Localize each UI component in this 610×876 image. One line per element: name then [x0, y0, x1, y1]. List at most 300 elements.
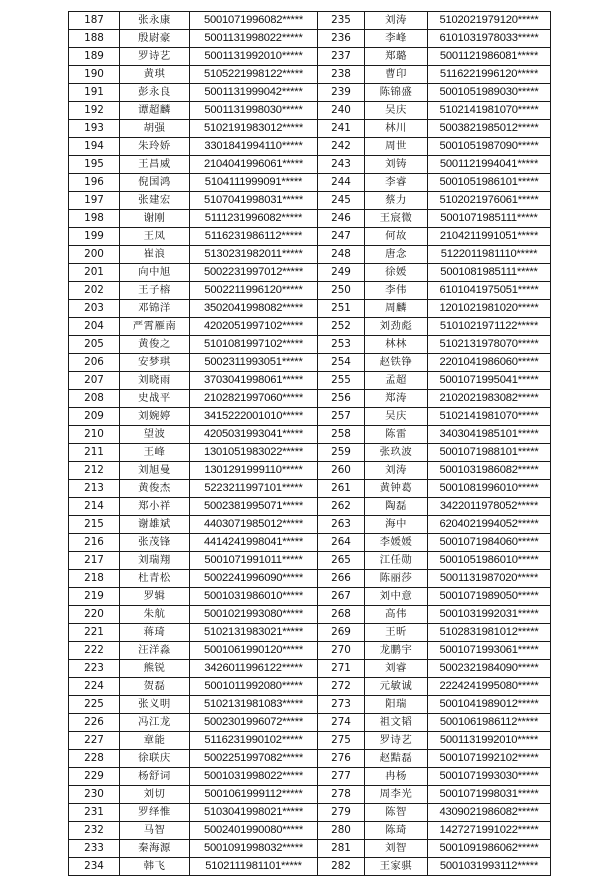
row-number-cell: 214 [69, 498, 120, 516]
row-number-cell: 223 [69, 660, 120, 678]
id-number-cell: 5102831981012***** [428, 624, 551, 642]
id-number-cell: 5001061986112***** [428, 714, 551, 732]
row-number-cell: 268 [318, 606, 365, 624]
row-number-cell: 208 [69, 390, 120, 408]
id-number-cell: 5130231982011***** [190, 246, 318, 264]
table-row [69, 300, 551, 318]
row-number-cell: 238 [318, 66, 365, 84]
name-cell: 刘旭曼 [120, 462, 190, 480]
name-cell: 郑小祥 [120, 498, 190, 516]
name-cell: 蔡力 [365, 192, 428, 210]
name-cell: 陈智 [365, 804, 428, 822]
id-number-cell: 2104041996061***** [190, 156, 318, 174]
name-cell: 高伟 [365, 606, 428, 624]
name-cell: 赵铁铮 [365, 354, 428, 372]
id-number-cell: 1301291999110***** [190, 462, 318, 480]
id-number-cell: 5105221998122***** [190, 66, 318, 84]
id-number-cell: 5002231997012***** [190, 264, 318, 282]
name-cell: 曹印 [365, 66, 428, 84]
row-number-cell: 199 [69, 228, 120, 246]
id-number-cell: 5102141981070***** [428, 102, 551, 120]
table-row [69, 696, 551, 714]
row-number-cell: 252 [318, 318, 365, 336]
row-number-cell: 260 [318, 462, 365, 480]
row-number-cell: 200 [69, 246, 120, 264]
id-number-cell: 3426011996122***** [190, 660, 318, 678]
name-cell: 林林 [365, 336, 428, 354]
table-row [69, 804, 551, 822]
table-row [69, 588, 551, 606]
row-number-cell: 236 [318, 30, 365, 48]
id-number-cell: 5001051986101***** [428, 174, 551, 192]
name-cell: 刘涛 [365, 12, 428, 30]
name-cell: 刘智 [365, 840, 428, 858]
name-cell: 王峰 [120, 444, 190, 462]
name-cell: 张建宏 [120, 192, 190, 210]
row-number-cell: 255 [318, 372, 365, 390]
row-number-cell: 227 [69, 732, 120, 750]
table-row [69, 138, 551, 156]
row-number-cell: 265 [318, 552, 365, 570]
table-row [69, 264, 551, 282]
name-cell: 陈锦盛 [365, 84, 428, 102]
id-number-cell: 5001031992031***** [428, 606, 551, 624]
name-cell: 徐媛 [365, 264, 428, 282]
name-cell: 邓锦洋 [120, 300, 190, 318]
row-number-cell: 198 [69, 210, 120, 228]
id-number-cell: 5001031998022***** [190, 768, 318, 786]
id-number-cell: 5002241996090***** [190, 570, 318, 588]
row-number-cell: 264 [318, 534, 365, 552]
row-number-cell: 275 [318, 732, 365, 750]
id-number-cell: 5001051989030***** [428, 84, 551, 102]
row-number-cell: 224 [69, 678, 120, 696]
row-number-cell: 226 [69, 714, 120, 732]
table-row [69, 318, 551, 336]
name-cell: 贺磊 [120, 678, 190, 696]
id-number-cell: 5001131998022***** [190, 30, 318, 48]
name-cell: 殷尉豪 [120, 30, 190, 48]
id-number-cell: 6101041975051***** [428, 282, 551, 300]
name-cell: 刘中意 [365, 588, 428, 606]
id-number-cell: 5001021993080***** [190, 606, 318, 624]
id-number-cell: 5001071989050***** [428, 588, 551, 606]
row-number-cell: 274 [318, 714, 365, 732]
row-number-cell: 277 [318, 768, 365, 786]
name-cell: 郑璐 [365, 48, 428, 66]
table-row [69, 408, 551, 426]
name-cell: 冯江龙 [120, 714, 190, 732]
row-number-cell: 247 [318, 228, 365, 246]
name-cell: 刘涛 [365, 462, 428, 480]
id-number-cell: 2201041986060***** [428, 354, 551, 372]
row-number-cell: 212 [69, 462, 120, 480]
row-number-cell: 193 [69, 120, 120, 138]
name-cell: 王家骐 [365, 858, 428, 876]
id-number-cell: 3403041985101***** [428, 426, 551, 444]
row-number-cell: 273 [318, 696, 365, 714]
id-number-cell: 5001091986062***** [428, 840, 551, 858]
row-number-cell: 263 [318, 516, 365, 534]
row-number-cell: 256 [318, 390, 365, 408]
table-row [69, 606, 551, 624]
id-number-cell: 2224241995080***** [428, 678, 551, 696]
id-number-cell: 5001071984060***** [428, 534, 551, 552]
row-number-cell: 278 [318, 786, 365, 804]
table-row [69, 750, 551, 768]
row-number-cell: 242 [318, 138, 365, 156]
table-row [69, 480, 551, 498]
table-row [69, 768, 551, 786]
id-number-cell: 5001131998030***** [190, 102, 318, 120]
name-cell: 何故 [365, 228, 428, 246]
name-cell: 陶磊 [365, 498, 428, 516]
row-number-cell: 267 [318, 588, 365, 606]
id-number-cell: 5001081996010***** [428, 480, 551, 498]
name-cell: 杜青松 [120, 570, 190, 588]
name-cell: 安梦琪 [120, 354, 190, 372]
name-cell: 龙鹏宇 [365, 642, 428, 660]
name-cell: 望波 [120, 426, 190, 444]
table-row [69, 336, 551, 354]
name-cell: 刘婉婷 [120, 408, 190, 426]
name-cell: 张永康 [120, 12, 190, 30]
row-number-cell: 206 [69, 354, 120, 372]
id-number-cell: 5103041998021***** [190, 804, 318, 822]
row-number-cell: 192 [69, 102, 120, 120]
id-number-cell: 5003821985012***** [428, 120, 551, 138]
table-row [69, 570, 551, 588]
id-number-cell: 5002321984090***** [428, 660, 551, 678]
id-number-cell: 5001131987020***** [428, 570, 551, 588]
name-cell: 王宸微 [365, 210, 428, 228]
name-cell: 林川 [365, 120, 428, 138]
id-number-cell: 5001041989012***** [428, 696, 551, 714]
id-number-cell: 5001031986082***** [428, 462, 551, 480]
id-number-cell: 2104211991051***** [428, 228, 551, 246]
table-row [69, 66, 551, 84]
id-number-cell: 5002301996072***** [190, 714, 318, 732]
id-number-cell: 5002311993051***** [190, 354, 318, 372]
name-cell: 刘瑞翔 [120, 552, 190, 570]
id-number-cell: 5001031993112***** [428, 858, 551, 876]
row-number-cell: 202 [69, 282, 120, 300]
id-number-cell: 5116231986112***** [190, 228, 318, 246]
name-cell: 蒋琦 [120, 624, 190, 642]
name-cell: 李睿 [365, 174, 428, 192]
id-number-cell: 5101021971122***** [428, 318, 551, 336]
row-number-cell: 279 [318, 804, 365, 822]
row-number-cell: 232 [69, 822, 120, 840]
name-cell: 陈琦 [365, 822, 428, 840]
row-number-cell: 215 [69, 516, 120, 534]
row-number-cell: 234 [69, 858, 120, 876]
name-cell: 海中 [365, 516, 428, 534]
name-cell: 王子榕 [120, 282, 190, 300]
id-number-cell: 5001131999042***** [190, 84, 318, 102]
id-number-cell: 5101081997102***** [190, 336, 318, 354]
row-number-cell: 228 [69, 750, 120, 768]
table-row [69, 246, 551, 264]
row-number-cell: 276 [318, 750, 365, 768]
row-number-cell: 241 [318, 120, 365, 138]
name-cell: 周李光 [365, 786, 428, 804]
id-number-cell: 1201021981020***** [428, 300, 551, 318]
name-cell: 罗诗艺 [365, 732, 428, 750]
row-number-cell: 239 [318, 84, 365, 102]
row-number-cell: 250 [318, 282, 365, 300]
row-number-cell: 233 [69, 840, 120, 858]
id-number-cell: 5001031986010***** [190, 588, 318, 606]
table-row [69, 840, 551, 858]
id-number-cell: 5001071995041***** [428, 372, 551, 390]
row-number-cell: 204 [69, 318, 120, 336]
row-number-cell: 213 [69, 480, 120, 498]
table-row [69, 120, 551, 138]
id-number-cell: 5223211997101***** [190, 480, 318, 498]
table-row [69, 174, 551, 192]
row-number-cell: 210 [69, 426, 120, 444]
name-cell: 黄俊杰 [120, 480, 190, 498]
row-number-cell: 248 [318, 246, 365, 264]
id-number-cell: 5001131992010***** [190, 48, 318, 66]
id-number-cell: 6101031978033***** [428, 30, 551, 48]
id-number-cell: 5002211996120***** [190, 282, 318, 300]
table-row [69, 192, 551, 210]
id-number-cell: 5001071998031***** [428, 786, 551, 804]
id-number-cell: 5102021979120***** [428, 12, 551, 30]
table-row [69, 822, 551, 840]
table-row [69, 156, 551, 174]
row-number-cell: 191 [69, 84, 120, 102]
table-row [69, 210, 551, 228]
id-number-cell: 5102141981070***** [428, 408, 551, 426]
row-number-cell: 220 [69, 606, 120, 624]
row-number-cell: 201 [69, 264, 120, 282]
name-cell: 吴庆 [365, 102, 428, 120]
id-number-cell: 5102131978070***** [428, 336, 551, 354]
row-number-cell: 271 [318, 660, 365, 678]
roster-table [68, 11, 551, 876]
row-number-cell: 221 [69, 624, 120, 642]
table-row [69, 660, 551, 678]
id-number-cell: 4309021986082***** [428, 804, 551, 822]
name-cell: 彭永良 [120, 84, 190, 102]
name-cell: 孟超 [365, 372, 428, 390]
id-number-cell: 5001121994041***** [428, 156, 551, 174]
id-number-cell: 5001071988101***** [428, 444, 551, 462]
id-number-cell: 3422011978052***** [428, 498, 551, 516]
name-cell: 祖文韬 [365, 714, 428, 732]
id-number-cell: 5122011981110***** [428, 246, 551, 264]
name-cell: 张义明 [120, 696, 190, 714]
name-cell: 朱玲娇 [120, 138, 190, 156]
name-cell: 倪国鸿 [120, 174, 190, 192]
row-number-cell: 222 [69, 642, 120, 660]
row-number-cell: 216 [69, 534, 120, 552]
table-row [69, 12, 551, 30]
name-cell: 谭超麟 [120, 102, 190, 120]
name-cell: 王昌威 [120, 156, 190, 174]
id-number-cell: 2102021983082***** [428, 390, 551, 408]
row-number-cell: 188 [69, 30, 120, 48]
row-number-cell: 230 [69, 786, 120, 804]
id-number-cell: 5102111981101***** [190, 858, 318, 876]
row-number-cell: 231 [69, 804, 120, 822]
row-number-cell: 196 [69, 174, 120, 192]
row-number-cell: 240 [318, 102, 365, 120]
id-number-cell: 5001061999112***** [190, 786, 318, 804]
name-cell: 冉杨 [365, 768, 428, 786]
name-cell: 李媛媛 [365, 534, 428, 552]
id-number-cell: 4414241998041***** [190, 534, 318, 552]
row-number-cell: 249 [318, 264, 365, 282]
row-number-cell: 189 [69, 48, 120, 66]
table-row [69, 30, 551, 48]
row-number-cell: 235 [318, 12, 365, 30]
table-row [69, 102, 551, 120]
table-row [69, 642, 551, 660]
table-row [69, 354, 551, 372]
name-cell: 张茂锋 [120, 534, 190, 552]
table-row [69, 552, 551, 570]
name-cell: 韩飞 [120, 858, 190, 876]
name-cell: 刘切 [120, 786, 190, 804]
name-cell: 向中旭 [120, 264, 190, 282]
id-number-cell: 5001071991011***** [190, 552, 318, 570]
name-cell: 严霄雁南 [120, 318, 190, 336]
id-number-cell: 6204021994052***** [428, 516, 551, 534]
table-row [69, 858, 551, 876]
name-cell: 赵黠磊 [365, 750, 428, 768]
name-cell: 黄琪 [120, 66, 190, 84]
table-row [69, 516, 551, 534]
name-cell: 黄钟葛 [365, 480, 428, 498]
row-number-cell: 207 [69, 372, 120, 390]
name-cell: 元敏诚 [365, 678, 428, 696]
row-number-cell: 187 [69, 12, 120, 30]
row-number-cell: 211 [69, 444, 120, 462]
id-number-cell: 4205031993041***** [190, 426, 318, 444]
table-row [69, 282, 551, 300]
name-cell: 罗绎惟 [120, 804, 190, 822]
name-cell: 汪洋淼 [120, 642, 190, 660]
id-number-cell: 5116231990102***** [190, 732, 318, 750]
name-cell: 陈雷 [365, 426, 428, 444]
name-cell: 张玖波 [365, 444, 428, 462]
name-cell: 罗辑 [120, 588, 190, 606]
name-cell: 史战平 [120, 390, 190, 408]
row-number-cell: 272 [318, 678, 365, 696]
row-number-cell: 217 [69, 552, 120, 570]
row-number-cell: 246 [318, 210, 365, 228]
row-number-cell: 258 [318, 426, 365, 444]
id-number-cell: 1427271991022***** [428, 822, 551, 840]
row-number-cell: 237 [318, 48, 365, 66]
name-cell: 刘晓雨 [120, 372, 190, 390]
id-number-cell: 3502041998082***** [190, 300, 318, 318]
table-row [69, 498, 551, 516]
id-number-cell: 3703041998061***** [190, 372, 318, 390]
name-cell: 胡强 [120, 120, 190, 138]
row-number-cell: 281 [318, 840, 365, 858]
name-cell: 刘铸 [365, 156, 428, 174]
name-cell: 朱航 [120, 606, 190, 624]
name-cell: 刘劲彪 [365, 318, 428, 336]
row-number-cell: 190 [69, 66, 120, 84]
id-number-cell: 5002251997082***** [190, 750, 318, 768]
row-number-cell: 205 [69, 336, 120, 354]
row-number-cell: 209 [69, 408, 120, 426]
table-row [69, 444, 551, 462]
table-row [69, 678, 551, 696]
row-number-cell: 218 [69, 570, 120, 588]
name-cell: 崔浪 [120, 246, 190, 264]
name-cell: 王昕 [365, 624, 428, 642]
row-number-cell: 257 [318, 408, 365, 426]
row-number-cell: 219 [69, 588, 120, 606]
row-number-cell: 244 [318, 174, 365, 192]
row-number-cell: 266 [318, 570, 365, 588]
id-number-cell: 5111231996082***** [190, 210, 318, 228]
name-cell: 马智 [120, 822, 190, 840]
name-cell: 郑涛 [365, 390, 428, 408]
id-number-cell: 2102821997060***** [190, 390, 318, 408]
id-number-cell: 5001071993030***** [428, 768, 551, 786]
roster-body [69, 12, 551, 876]
id-number-cell: 5001071992102***** [428, 750, 551, 768]
id-number-cell: 5001091998032***** [190, 840, 318, 858]
name-cell: 陈丽莎 [365, 570, 428, 588]
name-cell: 吴庆 [365, 408, 428, 426]
table-row [69, 534, 551, 552]
id-number-cell: 5001071985111***** [428, 210, 551, 228]
name-cell: 杨舒词 [120, 768, 190, 786]
name-cell: 谢刚 [120, 210, 190, 228]
id-number-cell: 5001051986010***** [428, 552, 551, 570]
row-number-cell: 269 [318, 624, 365, 642]
row-number-cell: 282 [318, 858, 365, 876]
id-number-cell: 5002381995071***** [190, 498, 318, 516]
row-number-cell: 197 [69, 192, 120, 210]
name-cell: 王凤 [120, 228, 190, 246]
name-cell: 周麟 [365, 300, 428, 318]
id-number-cell: 5001071996082***** [190, 12, 318, 30]
table-row [69, 48, 551, 66]
name-cell: 章能 [120, 732, 190, 750]
name-cell: 徐联庆 [120, 750, 190, 768]
id-number-cell: 5001051987090***** [428, 138, 551, 156]
row-number-cell: 194 [69, 138, 120, 156]
row-number-cell: 254 [318, 354, 365, 372]
row-number-cell: 280 [318, 822, 365, 840]
id-number-cell: 5102131981083***** [190, 696, 318, 714]
table-row [69, 228, 551, 246]
row-number-cell: 229 [69, 768, 120, 786]
row-number-cell: 253 [318, 336, 365, 354]
name-cell: 黄俊之 [120, 336, 190, 354]
name-cell: 阳瑞 [365, 696, 428, 714]
id-number-cell: 5001071993061***** [428, 642, 551, 660]
id-number-cell: 5001121986081***** [428, 48, 551, 66]
name-cell: 唐念 [365, 246, 428, 264]
table-row [69, 786, 551, 804]
id-number-cell: 3415222001010***** [190, 408, 318, 426]
id-number-cell: 5107041998031***** [190, 192, 318, 210]
id-number-cell: 4202051997102***** [190, 318, 318, 336]
name-cell: 谢雄斌 [120, 516, 190, 534]
id-number-cell: 5001081985111***** [428, 264, 551, 282]
